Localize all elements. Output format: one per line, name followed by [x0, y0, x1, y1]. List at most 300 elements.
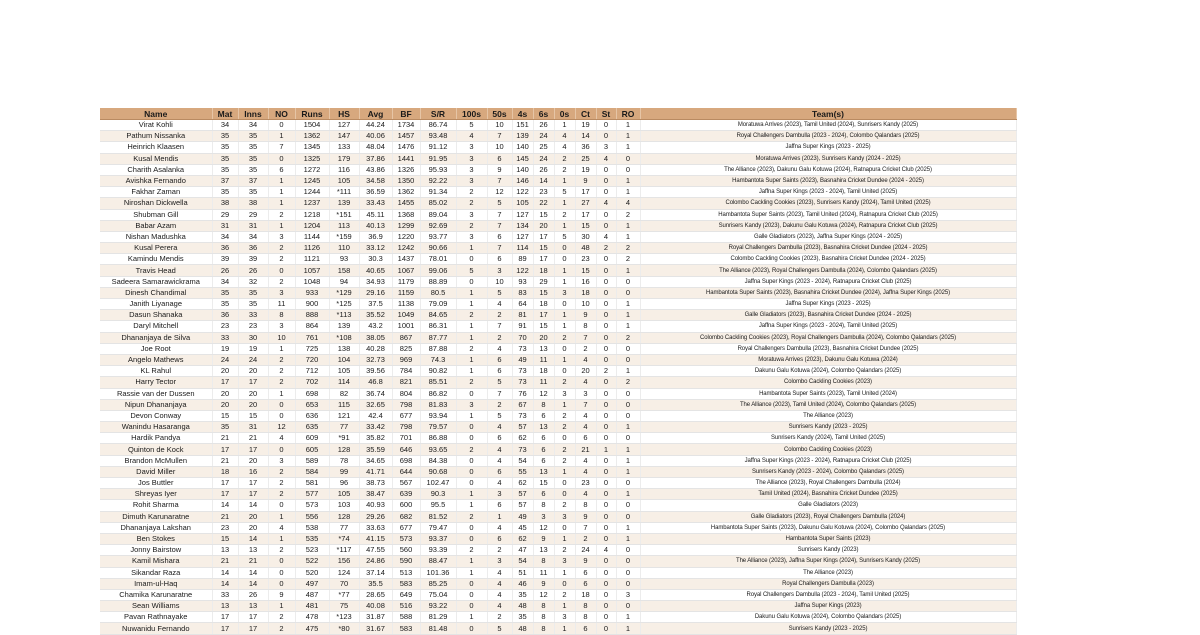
stat-cell: 0: [554, 299, 575, 310]
stat-cell: 4: [554, 131, 575, 142]
stat-cell: 26: [533, 164, 554, 175]
stat-cell: 701: [392, 433, 420, 444]
stat-cell: 13: [212, 545, 238, 556]
stat-cell: 7: [487, 209, 512, 220]
stat-cell: 4: [575, 410, 596, 421]
column-header[interactable]: Team(s): [640, 108, 1016, 120]
stat-cell: 35: [238, 164, 268, 175]
table-row: [100, 455, 1016, 466]
stat-cell: *108: [329, 332, 359, 343]
stat-cell: 3: [554, 388, 575, 399]
stat-cell: 1: [268, 131, 295, 142]
stat-cell: 2: [554, 589, 575, 600]
stat-cell: 4: [616, 198, 640, 209]
stat-cell: 0: [616, 399, 640, 410]
stat-cell: 73: [512, 366, 533, 377]
teams-cell: Jaffna Super Kings (2023 - 2025): [640, 142, 1016, 153]
stat-cell: 13: [533, 343, 554, 354]
stat-cell: 40.06: [359, 131, 392, 142]
stat-cell: 7: [487, 388, 512, 399]
stat-cell: 94: [329, 276, 359, 287]
player-name-cell: Imam-ul-Haq: [100, 578, 212, 589]
stat-cell: 99: [329, 466, 359, 477]
teams-cell: Jaffna Super Kings (2023 - 2024), Tamil United (2025): [640, 187, 1016, 198]
stat-cell: 91.12: [420, 142, 456, 153]
stat-cell: 13: [533, 422, 554, 433]
stat-cell: 4: [487, 343, 512, 354]
stat-cell: 9: [575, 310, 596, 321]
stat-cell: 101.36: [420, 567, 456, 578]
stat-cell: 127: [329, 120, 359, 131]
stat-cell: 104: [329, 354, 359, 365]
stat-cell: 9: [533, 578, 554, 589]
stat-cell: 1: [596, 444, 616, 455]
column-header[interactable]: Mat: [212, 108, 238, 120]
stat-cell: 11: [533, 354, 554, 365]
stat-cell: 478: [295, 612, 329, 623]
stat-cell: 5: [487, 377, 512, 388]
stat-cell: 1504: [295, 120, 329, 131]
stat-cell: 784: [392, 366, 420, 377]
stat-cell: 110: [329, 243, 359, 254]
stat-cell: 0: [456, 466, 487, 477]
stat-cell: 0: [596, 533, 616, 544]
stat-cell: 81.83: [420, 399, 456, 410]
stat-cell: 3: [554, 556, 575, 567]
stat-cell: 9: [533, 533, 554, 544]
stat-cell: 0: [616, 578, 640, 589]
stat-cell: 3: [487, 489, 512, 500]
stat-cell: 3: [554, 287, 575, 298]
player-name-cell: Shubman Gill: [100, 209, 212, 220]
table-row: [100, 433, 1016, 444]
player-name-cell: Virat Kohli: [100, 120, 212, 131]
stat-cell: 4: [487, 522, 512, 533]
stat-cell: 677: [392, 522, 420, 533]
stat-cell: 1455: [392, 198, 420, 209]
stat-cell: 4: [575, 354, 596, 365]
stat-cell: 8: [575, 612, 596, 623]
player-name-cell: Sean Williams: [100, 601, 212, 612]
stat-cell: 78: [329, 455, 359, 466]
stat-cell: 1: [268, 220, 295, 231]
stat-cell: 3: [554, 511, 575, 522]
stat-cell: 10: [487, 276, 512, 287]
stat-cell: 35: [238, 187, 268, 198]
stat-cell: 5: [487, 287, 512, 298]
player-name-cell: Pavan Rathnayake: [100, 612, 212, 623]
stat-cell: 33.12: [359, 243, 392, 254]
stat-cell: 3: [554, 612, 575, 623]
stat-cell: 20: [533, 332, 554, 343]
stat-cell: 1144: [295, 231, 329, 242]
stat-cell: 5: [456, 265, 487, 276]
table-row: [100, 175, 1016, 186]
column-header[interactable]: RO: [616, 108, 640, 120]
stat-cell: 5: [554, 231, 575, 242]
stat-cell: 4: [575, 455, 596, 466]
stat-cell: 5: [487, 410, 512, 421]
column-header[interactable]: 4s: [512, 108, 533, 120]
stat-cell: 25: [533, 142, 554, 153]
table-row: [100, 623, 1016, 634]
stat-cell: 6: [487, 153, 512, 164]
stat-cell: 93.39: [420, 545, 456, 556]
stat-cell: 37.5: [359, 299, 392, 310]
stat-cell: 0: [596, 623, 616, 634]
stat-cell: 0: [456, 589, 487, 600]
stat-cell: 8: [533, 500, 554, 511]
column-header[interactable]: NO: [268, 108, 295, 120]
player-name-cell: Joe Root: [100, 343, 212, 354]
stat-cell: *74: [329, 533, 359, 544]
teams-cell: Hambantota Super Saints (2023), Tamil United (2024), Ratnapura Cricket Club (2025): [640, 209, 1016, 220]
stat-cell: 33.63: [359, 522, 392, 533]
stat-cell: *117: [329, 545, 359, 556]
stat-cell: 1: [554, 601, 575, 612]
stat-cell: 2: [456, 444, 487, 455]
stat-cell: 73: [512, 343, 533, 354]
stat-cell: 1: [616, 187, 640, 198]
stat-cell: 1048: [295, 276, 329, 287]
stat-cell: 0: [554, 254, 575, 265]
stat-cell: 3: [268, 455, 295, 466]
stat-cell: 62: [512, 533, 533, 544]
stat-cell: 1: [268, 175, 295, 186]
stat-cell: 35.5: [359, 578, 392, 589]
stat-cell: 14: [238, 578, 268, 589]
stat-cell: 47: [512, 545, 533, 556]
table-row: [100, 612, 1016, 623]
stat-cell: 1: [554, 466, 575, 477]
stat-cell: 1457: [392, 131, 420, 142]
stat-cell: 20: [238, 366, 268, 377]
stat-cell: 93: [329, 254, 359, 265]
stat-cell: 33: [212, 589, 238, 600]
column-header[interactable]: Inns: [238, 108, 268, 120]
column-header[interactable]: S/R: [420, 108, 456, 120]
stat-cell: 9: [575, 175, 596, 186]
stat-cell: 0: [596, 343, 616, 354]
stat-cell: 4: [487, 601, 512, 612]
column-header[interactable]: 100s: [456, 108, 487, 120]
stat-cell: 5: [456, 120, 487, 131]
stat-cell: 67: [512, 399, 533, 410]
player-name-cell: Hardik Pandya: [100, 433, 212, 444]
stat-cell: 48: [512, 601, 533, 612]
stat-cell: 0: [268, 410, 295, 421]
table-row: [100, 254, 1016, 265]
stat-cell: 40.28: [359, 343, 392, 354]
stat-cell: 13: [212, 601, 238, 612]
stat-cell: 73: [512, 377, 533, 388]
teams-cell: Moratuwa Arrives (2023), Sunrisers Kandy (2024 - 2025): [640, 153, 1016, 164]
stat-cell: 105: [329, 366, 359, 377]
teams-cell: Royal Challengers Dambulla (2023): [640, 578, 1016, 589]
stat-cell: 49: [512, 511, 533, 522]
stat-cell: 0: [596, 410, 616, 421]
stat-cell: 0: [616, 287, 640, 298]
player-name-cell: Quinton de Kock: [100, 444, 212, 455]
stat-cell: 23: [238, 321, 268, 332]
stat-cell: 139: [512, 131, 533, 142]
stat-cell: 0: [554, 578, 575, 589]
stat-cell: 26: [212, 265, 238, 276]
stat-cell: 12: [533, 589, 554, 600]
stat-cell: 2: [268, 366, 295, 377]
table-body: [100, 120, 1016, 635]
stat-cell: 0: [596, 556, 616, 567]
stat-cell: 0: [456, 623, 487, 634]
stat-cell: 1345: [295, 142, 329, 153]
stat-cell: 1: [456, 287, 487, 298]
player-name-cell: Nuwanidu Fernando: [100, 623, 212, 634]
stat-cell: 45: [512, 522, 533, 533]
player-name-cell: Dhananjaya Lakshan: [100, 522, 212, 533]
stat-cell: 1: [268, 388, 295, 399]
stat-cell: 35: [238, 142, 268, 153]
player-name-cell: Sadeera Samarawickrama: [100, 276, 212, 287]
table-row: [100, 332, 1016, 343]
stat-cell: 7: [487, 131, 512, 142]
stat-cell: 35: [238, 299, 268, 310]
stat-cell: 48.04: [359, 142, 392, 153]
stat-cell: 2: [554, 545, 575, 556]
stat-cell: 38: [238, 198, 268, 209]
stat-cell: 1: [616, 131, 640, 142]
table-row: [100, 556, 1016, 567]
stat-cell: 0: [596, 120, 616, 131]
stat-cell: 1441: [392, 153, 420, 164]
stat-cell: 29: [212, 209, 238, 220]
stat-cell: 0: [616, 433, 640, 444]
stat-cell: 76: [512, 388, 533, 399]
stat-cell: 636: [295, 410, 329, 421]
table-row: [100, 276, 1016, 287]
stat-cell: 0: [596, 354, 616, 365]
stat-cell: 73: [512, 444, 533, 455]
stat-cell: 93.22: [420, 601, 456, 612]
stat-cell: 4: [575, 489, 596, 500]
stat-cell: 1325: [295, 153, 329, 164]
stat-cell: 3: [456, 153, 487, 164]
teams-cell: Jaffna Super Kings (2023 - 2025): [640, 299, 1016, 310]
stat-cell: 84.38: [420, 455, 456, 466]
column-header[interactable]: BF: [392, 108, 420, 120]
stat-cell: 79.09: [420, 299, 456, 310]
stat-cell: 0: [554, 343, 575, 354]
stat-cell: 39: [212, 254, 238, 265]
teams-cell: Galle Gladiators (2023), Jaffna Super Kings (2024 - 2025): [640, 231, 1016, 242]
stat-cell: 535: [295, 533, 329, 544]
stat-cell: 8: [533, 601, 554, 612]
stat-cell: 1: [554, 220, 575, 231]
teams-cell: The Alliance (2023), Royal Challengers Dambulla (2024), Colombo Qalandars (2025): [640, 265, 1016, 276]
stat-cell: 3: [616, 589, 640, 600]
stat-cell: 8: [575, 500, 596, 511]
stat-cell: 17: [533, 254, 554, 265]
stat-cell: 89: [512, 254, 533, 265]
table-row: [100, 601, 1016, 612]
stat-cell: 37: [238, 175, 268, 186]
stat-cell: 0: [596, 265, 616, 276]
stat-cell: 1476: [392, 142, 420, 153]
stat-cell: 1: [616, 489, 640, 500]
teams-cell: Hambantota Super Saints (2023), Basnahira Cricket Dundee (2024), Jaffna Super Kings (2025): [640, 287, 1016, 298]
stat-cell: 1: [616, 522, 640, 533]
stat-cell: 93.77: [420, 231, 456, 242]
stat-cell: 8: [575, 321, 596, 332]
stat-cell: 15: [533, 478, 554, 489]
stat-cell: 25: [575, 153, 596, 164]
stat-cell: 567: [392, 478, 420, 489]
stat-cell: 1244: [295, 187, 329, 198]
stat-cell: 0: [596, 466, 616, 477]
stat-cell: 14: [575, 131, 596, 142]
stat-cell: 646: [392, 444, 420, 455]
stat-cell: 16: [238, 466, 268, 477]
stat-cell: 1220: [392, 231, 420, 242]
stat-cell: 1299: [392, 220, 420, 231]
stat-cell: 864: [295, 321, 329, 332]
stat-cell: *123: [329, 612, 359, 623]
column-header[interactable]: Ct: [575, 108, 596, 120]
table-row: [100, 243, 1016, 254]
table-row: [100, 142, 1016, 153]
stat-cell: 605: [295, 444, 329, 455]
column-header[interactable]: Avg: [359, 108, 392, 120]
stat-cell: 9: [487, 164, 512, 175]
stat-cell: 43.2: [359, 321, 392, 332]
stat-cell: 520: [295, 567, 329, 578]
column-header[interactable]: Runs: [295, 108, 329, 120]
player-name-cell: Charith Asalanka: [100, 164, 212, 175]
player-name-cell: Jos Buttler: [100, 478, 212, 489]
stat-cell: 0: [616, 556, 640, 567]
stat-cell: 116: [329, 164, 359, 175]
stat-cell: 21: [238, 433, 268, 444]
stat-cell: 23: [212, 321, 238, 332]
stat-cell: 23: [212, 522, 238, 533]
stat-cell: 38: [212, 198, 238, 209]
teams-cell: The Alliance (2023), Tamil United (2024), Colombo Qalandars (2025): [640, 399, 1016, 410]
column-header[interactable]: 50s: [487, 108, 512, 120]
stat-cell: 93.37: [420, 533, 456, 544]
stat-cell: 14: [212, 578, 238, 589]
stat-cell: 933: [295, 287, 329, 298]
stat-cell: 3: [268, 321, 295, 332]
stat-cell: *77: [329, 589, 359, 600]
stat-cell: 2: [268, 478, 295, 489]
stat-cell: 4: [487, 455, 512, 466]
column-header[interactable]: HS: [329, 108, 359, 120]
stat-cell: 8: [575, 601, 596, 612]
stat-cell: 147: [329, 131, 359, 142]
stat-cell: *111: [329, 187, 359, 198]
stat-cell: 2: [456, 187, 487, 198]
stat-cell: 1: [554, 276, 575, 287]
stat-cell: 6: [487, 500, 512, 511]
stat-cell: 28.65: [359, 589, 392, 600]
stat-cell: 1: [554, 623, 575, 634]
column-header[interactable]: 0s: [554, 108, 575, 120]
stat-cell: 146: [512, 175, 533, 186]
stat-cell: 62: [512, 433, 533, 444]
stat-cell: 0: [616, 567, 640, 578]
stat-cell: 4: [575, 422, 596, 433]
stat-cell: 10: [487, 142, 512, 153]
stat-cell: 0: [596, 332, 616, 343]
stat-cell: 0: [596, 522, 616, 533]
stat-cell: 522: [295, 556, 329, 567]
stat-cell: 0: [596, 321, 616, 332]
player-name-cell: Brandon McMullen: [100, 455, 212, 466]
stat-cell: 15: [533, 321, 554, 332]
stat-cell: 2: [487, 545, 512, 556]
stat-cell: 2: [616, 332, 640, 343]
stat-cell: 38.73: [359, 478, 392, 489]
player-name-cell: Ben Stokes: [100, 533, 212, 544]
table-row: [100, 377, 1016, 388]
stat-cell: 516: [392, 601, 420, 612]
stat-cell: 2: [456, 220, 487, 231]
teams-cell: Galle Gladiators (2023), Basnahira Cricket Dundee (2024 - 2025): [640, 310, 1016, 321]
stat-cell: 4: [575, 466, 596, 477]
stat-cell: 2: [616, 209, 640, 220]
stat-cell: 0: [268, 265, 295, 276]
stat-cell: 1350: [392, 175, 420, 186]
stat-cell: 2: [487, 310, 512, 321]
stat-cell: 3: [456, 399, 487, 410]
stat-cell: 720: [295, 354, 329, 365]
stat-cell: 2: [268, 612, 295, 623]
stat-cell: 7: [575, 522, 596, 533]
stat-cell: 1: [456, 612, 487, 623]
stat-cell: 6: [575, 578, 596, 589]
stat-cell: 17: [212, 478, 238, 489]
player-name-cell: Niroshan Dickwella: [100, 198, 212, 209]
stat-cell: 54: [512, 556, 533, 567]
stat-cell: 0: [596, 131, 616, 142]
player-name-cell: Devon Conway: [100, 410, 212, 421]
stat-cell: 78.01: [420, 254, 456, 265]
stat-cell: 0: [268, 444, 295, 455]
stat-cell: 5: [487, 198, 512, 209]
stat-cell: 4: [487, 444, 512, 455]
column-header[interactable]: Name: [100, 108, 212, 120]
player-name-cell: Jonny Bairstow: [100, 545, 212, 556]
teams-cell: The Alliance (2023): [640, 410, 1016, 421]
stat-cell: 22: [533, 198, 554, 209]
stat-cell: 6: [487, 433, 512, 444]
table-row: [100, 120, 1016, 131]
teams-cell: Jaffna Super Kings (2023 - 2024), Tamil United (2025): [640, 321, 1016, 332]
stat-cell: 2: [456, 545, 487, 556]
column-header[interactable]: St: [596, 108, 616, 120]
stat-cell: 4: [596, 198, 616, 209]
teams-cell: Royal Challengers Dambulla (2023 - 2024), Tamil United (2025): [640, 589, 1016, 600]
stat-cell: 29.26: [359, 511, 392, 522]
stat-cell: 3: [456, 142, 487, 153]
player-name-cell: Dinesh Chandimal: [100, 287, 212, 298]
stat-cell: 26: [533, 120, 554, 131]
stat-cell: 89.04: [420, 209, 456, 220]
stat-cell: 0: [616, 545, 640, 556]
stat-cell: 497: [295, 578, 329, 589]
table-row: [100, 589, 1016, 600]
batting-stats-table: [100, 108, 1017, 635]
column-header[interactable]: 6s: [533, 108, 554, 120]
